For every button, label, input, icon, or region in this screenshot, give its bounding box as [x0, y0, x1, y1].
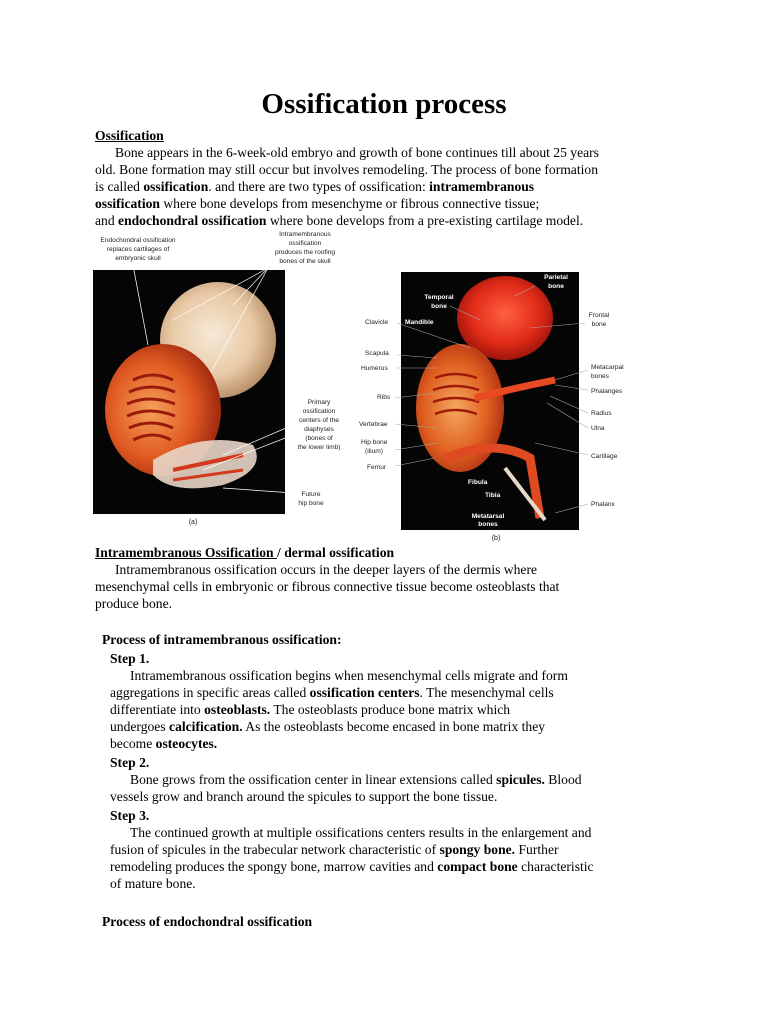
figure-b-label-scapula: Scapula [365, 350, 389, 357]
term-endochondral: endochondral ossification [118, 213, 267, 228]
figure-b-label-frontal: Frontal [588, 312, 610, 319]
term-spicules: spicules. [496, 772, 545, 787]
ossification-line-1: Bone appears in the 6-week-old embryo and growth of bone continues till about 25 years [115, 145, 599, 160]
figure-a-caption: (a) [188, 519, 198, 526]
step-2-line-1c: Blood [544, 772, 582, 787]
ossification-line-3a: is called [95, 179, 144, 194]
intramembranous-line-1: Intramembranous ossification occurs in the deeper layers of the dermis where [115, 562, 538, 577]
figure-a-label-3: Primary [307, 399, 331, 406]
ossification-line-4b: where bone develops from mesenchyme or fibrous connective tissue; [159, 196, 540, 211]
ossification-line-5a: and [95, 213, 119, 228]
term-ossification-2: ossification [95, 196, 160, 211]
intramembranous-section [95, 544, 675, 612]
ossification-line-2: old. Bone formation may still occur but involves remodeling. The process of bone formation [95, 162, 598, 177]
step-3-line-2c: Further [515, 842, 559, 857]
figure-a-label-3d: diaphyses [304, 426, 334, 433]
intramembranous-line-2: mesenchymal cells in embryonic or fibrous connective tissue become osteoblasts that [95, 579, 560, 594]
intramembranous-heading: Intramembranous Ossification [95, 545, 278, 560]
figure-b-label-metatarsal-2: bones [478, 521, 498, 528]
figure-b-label-metacarpal-2: bones [591, 373, 609, 380]
term-calcification: calcification. [169, 719, 243, 734]
figure-b-label-phalanx: Phalanx [591, 501, 615, 508]
step-1-line-2a: aggregations in specific areas called [110, 685, 310, 700]
ossification-section [95, 127, 675, 229]
figure-a-label-1: Endochondral ossification [100, 237, 176, 244]
figure-a-label-3c: centers of the [299, 417, 339, 424]
figure-a-label-2: Intramembranous [279, 231, 331, 238]
step-1-line-4c: As the osteoblasts become encased in bone matrix they [242, 719, 546, 734]
step-3-line-1: The continued growth at multiple ossifications centers results in the enlargement and [130, 825, 592, 840]
step-2-label: Step 2. [110, 755, 150, 770]
figure-a-label-1b: replaces cartilages of [106, 246, 170, 253]
step-1-line-3c: The osteoblasts produce bone matrix which [270, 702, 511, 717]
figure-b-label-radius: Radius [591, 410, 612, 417]
figure-a-label-3b: ossification [302, 408, 336, 415]
figure-b-label-humerus: Humerus [361, 365, 388, 372]
step-2-line-2: vessels grow and branch around the spicules to support the bone tissue. [110, 789, 498, 804]
term-osteoblasts: osteoblasts. [204, 702, 271, 717]
page-title: Ossification process [261, 88, 507, 120]
term-ossification: ossification [143, 179, 209, 194]
figure-a-label-4: Future [301, 491, 321, 498]
figure-a-label-3e: (bones of [305, 435, 333, 442]
figure-b-label-phalanges: Phalanges [591, 388, 623, 395]
step-1-line-4a: undergoes [110, 719, 170, 734]
figure-a-label-2c: produces the roofing [274, 249, 336, 256]
figure-b-label-temporal-2: bone [431, 303, 447, 310]
figure-b-label-metacarpal: Metacarpal [591, 364, 624, 371]
figure-b [355, 268, 630, 544]
figure-b-label-mandible: Mandible [405, 319, 434, 326]
intramembranous-heading-rest: / dermal ossification [277, 545, 395, 560]
figure-b-label-hipbone-2: (ilium) [365, 448, 383, 455]
figure-b-label-clavicle: Clavicle [365, 319, 389, 326]
figure-a-label-2b: ossification [288, 240, 322, 247]
ossification-heading: Ossification [95, 128, 164, 143]
term-spongy-bone: spongy bone. [439, 842, 516, 857]
intramembranous-line-3: produce bone. [95, 596, 173, 611]
step-1-line-2c: . The mesenchymal cells [419, 685, 554, 700]
step-3-line-4: of mature bone. [110, 876, 196, 891]
step-1-line-3a: differentiate into [110, 702, 205, 717]
endochondral-heading [102, 913, 682, 930]
step-3-line-3a: remodeling produces the spongy bone, marrow cavities and [110, 859, 438, 874]
figure-b-label-parietal-2: bone [548, 283, 564, 290]
figure-b-label-tibia: Tibia [485, 492, 501, 499]
term-compact-bone: compact bone [437, 859, 518, 874]
term-osteocytes: osteocytes. [155, 736, 218, 751]
step-1-line-5a: become [110, 736, 156, 751]
figure-b-label-femur: Femur [367, 464, 387, 471]
figure-b-label-ribs: Ribs [377, 394, 391, 401]
figure-b-label-vertebrae: Vertebrae [359, 421, 388, 428]
figure-b-label-cartilage: Cartilage [591, 453, 618, 460]
figure-b-label-hipbone: Hip bone [361, 439, 388, 446]
figure-a-label-1c: embryonic skull [115, 255, 161, 262]
figure-b-label-metatarsal: Metatarsal [471, 513, 505, 520]
figure-b-label-temporal: Temporal [424, 294, 454, 301]
step-3-line-2a: fusion of spicules in the trabecular network characteristic of [110, 842, 440, 857]
figure-a [93, 230, 353, 530]
term-ossification-centers: ossification centers [309, 685, 420, 700]
figure-b-caption: (b) [491, 535, 501, 542]
figure-b-label-ulna: Ulna [591, 425, 605, 432]
step-1-line-1: Intramembranous ossification begins when mesenchymal cells migrate and form [130, 668, 568, 683]
step-3-line-3c: characteristic [517, 859, 594, 874]
figure-a-label-2d: bones of the skull [279, 258, 331, 265]
process-heading-text: Process of intramembranous ossification: [102, 632, 342, 647]
step-2-line-1a: Bone grows from the ossification center in linear extensions called [130, 772, 497, 787]
step-3-label: Step 3. [110, 808, 150, 823]
figure-b-label-parietal: Parietal [544, 274, 568, 281]
figure-a-label-3f: the lower limb) [297, 444, 341, 451]
figure-a-label-4b: hip bone [298, 500, 324, 507]
figure-b-label-fibula: Fibula [468, 479, 488, 486]
process-heading [102, 631, 682, 648]
figure-b-label-frontal-2: bone [591, 321, 607, 328]
endochondral-heading-text: Process of endochondral ossification [102, 914, 313, 929]
step-1-label: Step 1. [110, 651, 150, 666]
term-intramembranous: intramembranous [429, 179, 535, 194]
process-steps [110, 650, 675, 892]
ossification-line-3c: . and there are two types of ossification: [208, 179, 430, 194]
ossification-line-5c: where bone develops from a pre-existing cartilage model. [266, 213, 584, 228]
